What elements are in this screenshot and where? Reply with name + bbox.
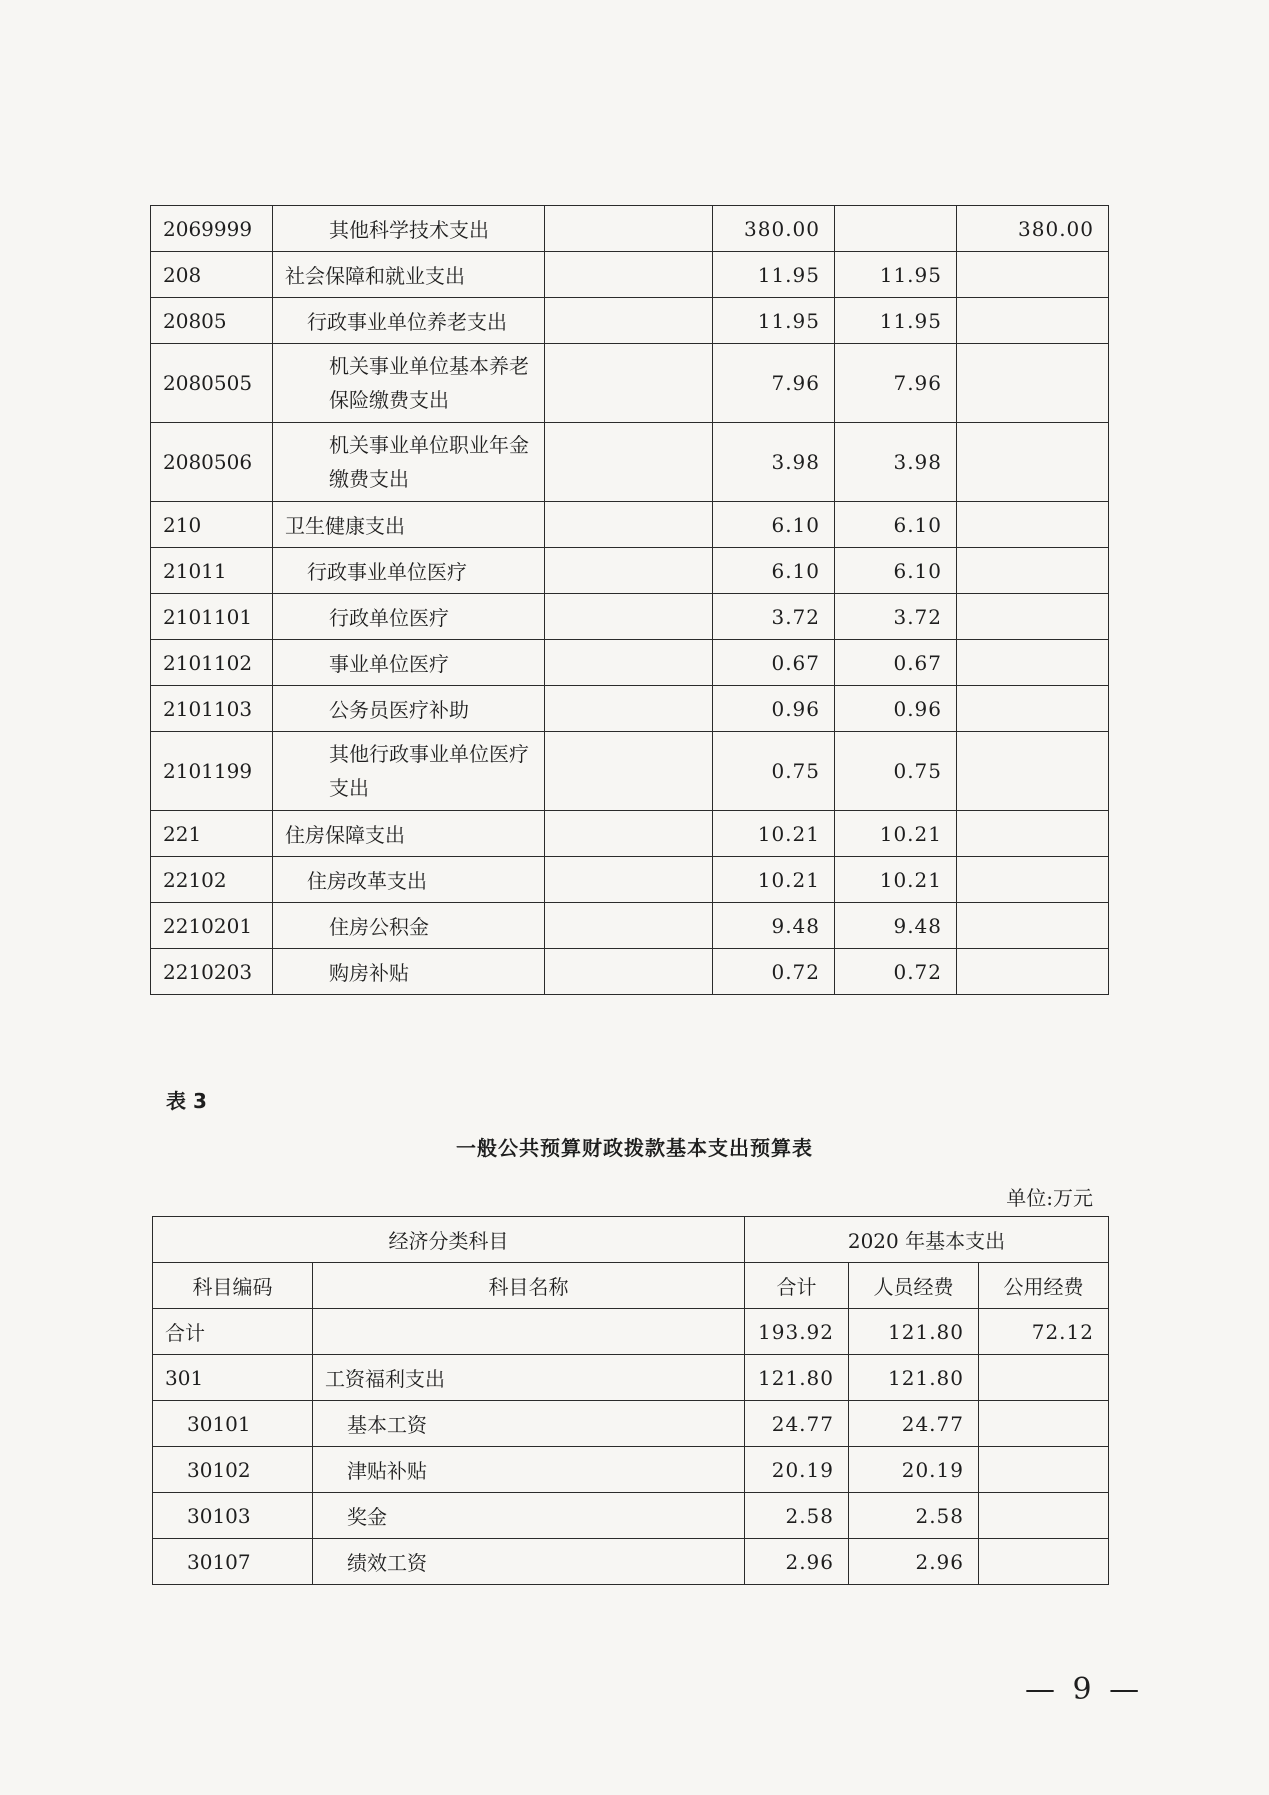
cell-personnel: 24.77	[849, 1401, 979, 1447]
cell-project	[957, 732, 1109, 811]
cell-blank	[545, 594, 713, 640]
header-economic-category: 经济分类科目	[153, 1217, 745, 1263]
cell-code: 2080505	[151, 344, 273, 423]
cell-total: 10.21	[713, 811, 835, 857]
cell-code: 2210201	[151, 903, 273, 949]
cell-project	[957, 857, 1109, 903]
cell-name: 社会保障和就业支出	[273, 252, 545, 298]
table-row	[151, 811, 1109, 857]
cell-code: 30101	[153, 1401, 313, 1447]
cell-name: 购房补贴	[273, 949, 545, 995]
table-row	[153, 1309, 1109, 1355]
table-row	[151, 252, 1109, 298]
cell-blank	[545, 732, 713, 811]
cell-project	[957, 594, 1109, 640]
cell-code: 208	[151, 252, 273, 298]
cell-name: 住房保障支出	[273, 811, 545, 857]
cell-code: 210	[151, 502, 273, 548]
table-row	[151, 594, 1109, 640]
table-title: 一般公共预算财政拨款基本支出预算表	[456, 1136, 813, 1160]
cell-total: 193.92	[745, 1309, 849, 1355]
cell-name: 住房改革支出	[273, 857, 545, 903]
cell-name: 基本工资	[313, 1401, 745, 1447]
cell-name	[313, 1309, 745, 1355]
cell-basic: 0.75	[835, 732, 957, 811]
table-row	[151, 298, 1109, 344]
cell-code: 2080506	[151, 423, 273, 502]
cell-project	[957, 252, 1109, 298]
cell-code: 30107	[153, 1539, 313, 1585]
cell-basic: 10.21	[835, 811, 957, 857]
cell-basic: 10.21	[835, 857, 957, 903]
cell-total: 3.72	[713, 594, 835, 640]
cell-personnel: 121.80	[849, 1355, 979, 1401]
table-row	[151, 732, 1109, 811]
cell-blank	[545, 502, 713, 548]
cell-code: 2101103	[151, 686, 273, 732]
cell-total: 7.96	[713, 344, 835, 423]
cell-code: 301	[153, 1355, 313, 1401]
table-row	[153, 1401, 1109, 1447]
header-code: 科目编码	[153, 1263, 313, 1309]
table-row	[151, 206, 1109, 252]
header-row-columns	[153, 1263, 1109, 1309]
cell-total: 0.75	[713, 732, 835, 811]
cell-project	[957, 502, 1109, 548]
cell-name: 卫生健康支出	[273, 502, 545, 548]
cell-total: 6.10	[713, 548, 835, 594]
header-public: 公用经费	[979, 1263, 1109, 1309]
cell-blank	[545, 423, 713, 502]
cell-code: 2069999	[151, 206, 273, 252]
cell-total: 6.10	[713, 502, 835, 548]
cell-blank	[545, 903, 713, 949]
cell-personnel: 2.58	[849, 1493, 979, 1539]
cell-code: 30103	[153, 1493, 313, 1539]
table-row	[151, 640, 1109, 686]
cell-public	[979, 1539, 1109, 1585]
cell-basic: 6.10	[835, 548, 957, 594]
cell-basic	[835, 206, 957, 252]
table-row	[151, 423, 1109, 502]
table-row	[151, 949, 1109, 995]
cell-total: 0.96	[713, 686, 835, 732]
cell-blank	[545, 857, 713, 903]
cell-project	[957, 548, 1109, 594]
table-row	[151, 686, 1109, 732]
cell-code: 221	[151, 811, 273, 857]
table-row	[151, 548, 1109, 594]
cell-total: 24.77	[745, 1401, 849, 1447]
cell-project	[957, 949, 1109, 995]
cell-name: 事业单位医疗	[273, 640, 545, 686]
cell-total: 10.21	[713, 857, 835, 903]
cell-basic: 0.72	[835, 949, 957, 995]
cell-total: 121.80	[745, 1355, 849, 1401]
cell-code: 2101199	[151, 732, 273, 811]
cell-total: 9.48	[713, 903, 835, 949]
cell-public	[979, 1401, 1109, 1447]
cell-personnel: 20.19	[849, 1447, 979, 1493]
cell-public	[979, 1447, 1109, 1493]
cell-basic: 9.48	[835, 903, 957, 949]
table-row	[151, 857, 1109, 903]
cell-total: 0.72	[713, 949, 835, 995]
table-row	[153, 1493, 1109, 1539]
cell-project	[957, 903, 1109, 949]
header-name: 科目名称	[313, 1263, 745, 1309]
cell-blank	[545, 949, 713, 995]
cell-name: 住房公积金	[273, 903, 545, 949]
cell-public	[979, 1493, 1109, 1539]
cell-name: 绩效工资	[313, 1539, 745, 1585]
table-row	[153, 1447, 1109, 1493]
cell-code: 22102	[151, 857, 273, 903]
cell-name: 行政单位医疗	[273, 594, 545, 640]
cell-basic: 0.67	[835, 640, 957, 686]
cell-project	[957, 423, 1109, 502]
cell-basic: 7.96	[835, 344, 957, 423]
cell-name: 机关事业单位基本养老保险缴费支出	[273, 344, 545, 423]
cell-blank	[545, 252, 713, 298]
cell-name: 工资福利支出	[313, 1355, 745, 1401]
cell-name: 行政事业单位医疗	[273, 548, 545, 594]
table-number: 表 3	[166, 1089, 207, 1113]
cell-blank	[545, 548, 713, 594]
cell-blank	[545, 344, 713, 423]
header-row-group	[153, 1217, 1109, 1263]
cell-project	[957, 811, 1109, 857]
cell-basic: 3.72	[835, 594, 957, 640]
cell-basic: 3.98	[835, 423, 957, 502]
table-row	[151, 903, 1109, 949]
cell-project	[957, 686, 1109, 732]
cell-code: 21011	[151, 548, 273, 594]
expenditure-table-continued	[150, 205, 1109, 995]
cell-total: 0.67	[713, 640, 835, 686]
cell-total: 11.95	[713, 252, 835, 298]
cell-blank	[545, 811, 713, 857]
cell-personnel: 2.96	[849, 1539, 979, 1585]
table-row	[151, 502, 1109, 548]
cell-basic: 0.96	[835, 686, 957, 732]
cell-total: 380.00	[713, 206, 835, 252]
cell-blank	[545, 206, 713, 252]
page-number: — 9 —	[1025, 1672, 1144, 1707]
cell-name: 津贴补贴	[313, 1447, 745, 1493]
cell-name: 公务员医疗补助	[273, 686, 545, 732]
header-total: 合计	[745, 1263, 849, 1309]
cell-public: 72.12	[979, 1309, 1109, 1355]
cell-project	[957, 298, 1109, 344]
cell-code: 20805	[151, 298, 273, 344]
table-row	[153, 1355, 1109, 1401]
cell-code: 30102	[153, 1447, 313, 1493]
cell-code: 2210203	[151, 949, 273, 995]
cell-project: 380.00	[957, 206, 1109, 252]
cell-name: 其他科学技术支出	[273, 206, 545, 252]
table-row	[151, 344, 1109, 423]
cell-code: 2101102	[151, 640, 273, 686]
cell-blank	[545, 686, 713, 732]
header-2020-basic-expenditure: 2020 年基本支出	[745, 1217, 1109, 1263]
cell-code: 2101101	[151, 594, 273, 640]
unit-label: 单位:万元	[1006, 1186, 1093, 1210]
cell-total: 20.19	[745, 1447, 849, 1493]
cell-name: 行政事业单位养老支出	[273, 298, 545, 344]
cell-total: 3.98	[713, 423, 835, 502]
cell-personnel: 121.80	[849, 1309, 979, 1355]
cell-basic: 11.95	[835, 252, 957, 298]
cell-basic: 11.95	[835, 298, 957, 344]
cell-name: 其他行政事业单位医疗支出	[273, 732, 545, 811]
cell-name: 机关事业单位职业年金缴费支出	[273, 423, 545, 502]
cell-total: 11.95	[713, 298, 835, 344]
cell-code: 合计	[153, 1309, 313, 1355]
cell-basic: 6.10	[835, 502, 957, 548]
cell-public	[979, 1355, 1109, 1401]
cell-blank	[545, 640, 713, 686]
header-personnel: 人员经费	[849, 1263, 979, 1309]
cell-blank	[545, 298, 713, 344]
cell-project	[957, 344, 1109, 423]
basic-expenditure-table	[152, 1216, 1109, 1585]
table-row	[153, 1539, 1109, 1585]
cell-total: 2.96	[745, 1539, 849, 1585]
cell-total: 2.58	[745, 1493, 849, 1539]
cell-project	[957, 640, 1109, 686]
cell-name: 奖金	[313, 1493, 745, 1539]
